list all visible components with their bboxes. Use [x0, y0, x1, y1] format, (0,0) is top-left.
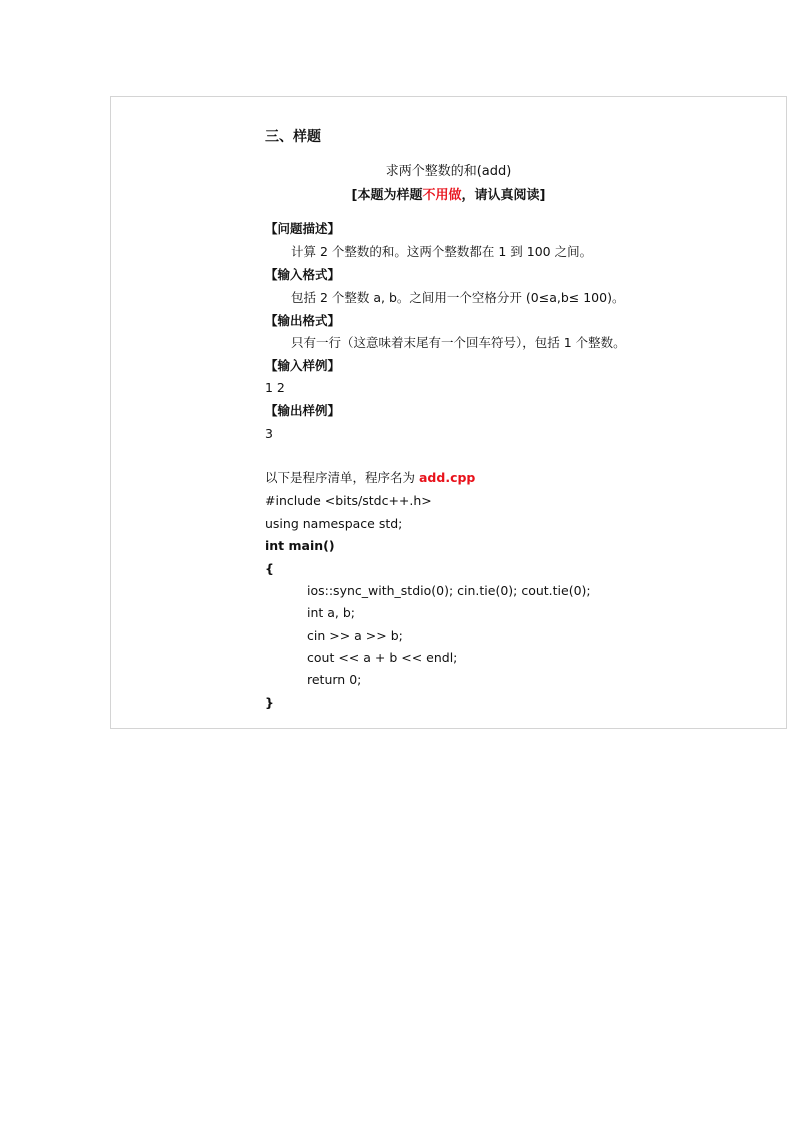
notice-prefix: [本题为样题	[351, 188, 423, 203]
code-line: cin >> a >> b;	[307, 628, 403, 643]
output-format-text: 只有一行（这意味着末尾有一个回车符号），包括 1 个整数。	[291, 335, 626, 350]
sample-input-heading: 【输入样例】	[265, 358, 341, 373]
output-format-heading: 【输出格式】	[265, 313, 341, 328]
notice-suffix: ，请认真阅读]	[461, 188, 546, 203]
section-title: 三、样题	[265, 129, 321, 145]
notice-highlight: 不用做	[422, 188, 462, 203]
code-line: int main()	[265, 538, 335, 553]
code-line: return 0;	[307, 672, 362, 687]
sample-input-value: 1 2	[265, 380, 285, 395]
code-line: ios::sync_with_stdio(0); cin.tie(0); cout.tie(0);	[307, 583, 591, 598]
input-format-heading: 【输入格式】	[265, 267, 341, 282]
problem-title: 求两个整数的和(add)	[385, 164, 512, 179]
problem-notice	[111, 188, 786, 204]
program-intro-text: 以下是程序清单，程序名为	[265, 470, 419, 485]
description-heading: 【问题描述】	[265, 221, 341, 236]
code-line: {	[265, 561, 274, 576]
program-intro	[265, 470, 475, 486]
sample-output-value: 3	[265, 426, 273, 441]
input-format-text: 包括 2 个整数 a, b。之间用一个空格分开 (0≤a,b≤ 100)。	[291, 290, 625, 305]
document-card	[110, 96, 787, 729]
code-line: #include <bits/stdc++.h>	[265, 493, 432, 508]
description-text: 计算 2 个整数的和。这两个整数都在 1 到 100 之间。	[291, 244, 593, 259]
sample-output-heading: 【输出样例】	[265, 403, 341, 418]
program-filename: add.cpp	[418, 470, 476, 485]
code-line: cout << a + b << endl;	[307, 650, 458, 665]
code-line: using namespace std;	[265, 516, 403, 531]
code-line: int a, b;	[307, 605, 356, 620]
code-line: }	[265, 695, 274, 710]
